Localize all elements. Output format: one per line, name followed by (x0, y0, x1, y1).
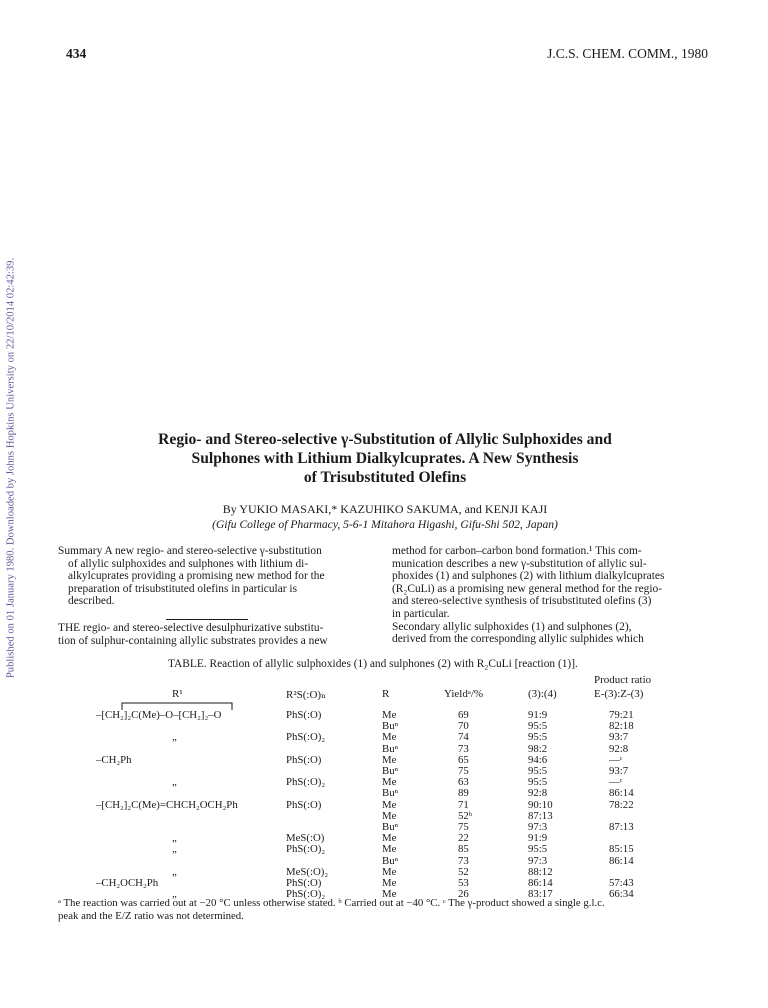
summary-line: Summary A new regio- and stereo-selective γ-substitution (58, 545, 322, 557)
table-cell: Me (382, 809, 397, 822)
table-cell: 85:15 (609, 843, 634, 856)
table-cell: 86:14 (609, 854, 634, 867)
title-line: of Trisubstituted Olefins (303, 469, 467, 486)
title-line: Sulphones with Lithium Dialkylcuprates. A New Synthesis (191, 450, 579, 467)
table-cell: „ (172, 865, 177, 878)
table-cell: 86:14 (609, 787, 634, 800)
table-cell: 94:6 (528, 753, 548, 766)
table-cell: 93:7 (609, 731, 629, 744)
col-header-r1: R¹ (172, 688, 183, 700)
table-footnote: ᵃ The reaction was carried out at −20 °C unless otherwise stated. ᵇ Carried out at −40 °C. ᶜ The γ-product showed a single g.l.c. (58, 897, 605, 909)
table-cell: 73 (458, 742, 469, 755)
product-ratio-header: Product ratio (594, 674, 652, 686)
table-cell: 73 (458, 854, 469, 867)
table-cell: 75 (458, 821, 469, 833)
table-cell: 63 (458, 776, 469, 789)
table-cell: 57:43 (609, 877, 634, 889)
table-cell: PhS(:O) (286, 798, 322, 811)
table-cell: —ᶜ (609, 776, 623, 789)
body-line: phoxides (1) and sulphones (2) with lithium dialkylcuprates (392, 570, 665, 583)
table-cell: PhS(:O)₂ (286, 843, 326, 856)
table-footnote: peak and the E/Z ratio was not determined. (58, 910, 244, 922)
body-line: munication describes a new γ-substitution of allylic sul- (392, 557, 647, 570)
table-cell: „ (172, 832, 177, 845)
table-cell: 95:5 (528, 776, 548, 789)
table-cell: Me (382, 832, 397, 845)
table-cell: 83:17 (528, 888, 553, 901)
authors: By YUKIO MASAKI,* KAZUHIKO SAKUMA, and KENJI KAJI (222, 502, 548, 516)
table-cell: Buⁿ (382, 821, 399, 833)
table-cell: Me (382, 877, 397, 889)
table-cell: PhS(:O)₂ (286, 731, 326, 744)
table-cell: Buⁿ (382, 742, 399, 755)
table-cell: 75 (458, 765, 469, 777)
table-cell: Buⁿ (382, 854, 399, 867)
table-cell: PhS(:O) (286, 753, 322, 766)
table-cell: 52ᵇ (458, 809, 473, 822)
table-cell: Me (382, 753, 397, 766)
summary-line: described. (68, 595, 115, 608)
body-line: and stereo-selective synthesis of trisubstituted olefins (3) (392, 595, 652, 608)
table-cell: 53 (458, 877, 469, 889)
right-column (392, 545, 714, 646)
table-cell: 95:5 (528, 765, 548, 777)
table-cell: 82:18 (609, 720, 634, 733)
body-line: THE regio- and stereo-selective desulphurizative substitu- (58, 621, 324, 634)
table-cell: Me (382, 865, 397, 878)
table-cell: 87:13 (528, 809, 553, 822)
table-cell: MeS(:O) (286, 832, 325, 845)
table-cell: MeS(:O)₂ (286, 865, 329, 878)
table-cell: –[CH₂]₂C(Me)=CHCH₂OCH₂Ph (96, 798, 238, 811)
body-line: tion of sulphur-containing allylic substrates provides a new (58, 634, 328, 647)
table-cell: –CH₂Ph (96, 753, 132, 766)
table-cell: –[CH₂]₂C(Me)–O–[CH₂]₂–O (96, 709, 222, 721)
table-cell: 97:3 (528, 854, 548, 867)
summary-line: alkylcuprates providing a promising new method for the (68, 570, 325, 583)
table-cell: 92:8 (609, 742, 629, 755)
article-title (60, 430, 710, 487)
table-cell: „ (172, 888, 177, 901)
table-cell: 79:21 (609, 709, 634, 721)
left-column (58, 545, 374, 647)
table-cell: 95:5 (528, 843, 548, 856)
table-cell: PhS(:O) (286, 877, 322, 889)
table-cell: PhS(:O) (286, 709, 322, 721)
side-note-text: Published on 01 January 1980. Downloaded by Johns Hopkins University on 22/10/2014 02:42:39. (5, 257, 17, 678)
table-cell: 87:13 (609, 821, 634, 833)
table-cell: 95:5 (528, 720, 548, 733)
table-cell: 92:8 (528, 787, 548, 800)
table-cell: 71 (458, 798, 469, 811)
table-cell: PhS(:O)₂ (286, 888, 326, 901)
table-cell: „ (172, 776, 177, 789)
table-cell: 22 (458, 832, 469, 845)
table-cell: 52 (458, 865, 469, 878)
journal-header: J.C.S. CHEM. COMM., 1980 (547, 46, 708, 61)
col-header-r2s: R²S(:O)ₙ (286, 689, 326, 701)
table-cell: 69 (458, 709, 469, 721)
table-cell: 90:10 (528, 798, 553, 811)
col-header-r: R (382, 688, 390, 700)
col-header-ez: E-(3):Z-(3) (594, 688, 644, 700)
table-cell: Buⁿ (382, 720, 399, 733)
table-cell: 88:12 (528, 865, 553, 878)
body-line: derived from the corresponding allylic sulphides which (392, 633, 644, 646)
table-cell: PhS(:O)₂ (286, 776, 326, 789)
table-cell: 78:22 (609, 798, 634, 811)
table-cell: „ (172, 731, 177, 744)
title-line: Regio- and Stereo-selective γ-Substitution of Allylic Sulphoxides and (158, 431, 612, 448)
table-cell: 70 (458, 720, 469, 733)
col-header-ratio-34: (3):(4) (528, 688, 557, 700)
table-cell: Me (382, 731, 397, 744)
table-cell: 26 (458, 888, 469, 901)
body-line: Secondary allylic sulphoxides (1) and sulphones (2), (392, 620, 632, 633)
body-line: (R₂CuLi) as a promising new general method for the regio- (392, 582, 662, 595)
summary-divider (166, 619, 248, 620)
table-cell: Me (382, 843, 397, 856)
table-cell: 74 (458, 731, 469, 744)
table-cell: Buⁿ (382, 787, 399, 800)
table-cell: 86:14 (528, 877, 553, 889)
table-cell: Me (382, 798, 397, 811)
table-cell: 89 (458, 787, 469, 800)
table-cell: 85 (458, 843, 469, 856)
summary-line: of allylic sulphoxides and sulphones with lithium di- (68, 557, 309, 570)
body-line: method for carbon–carbon bond formation.¹ This com- (392, 545, 642, 557)
affiliation: (Gifu College of Pharmacy, 5-6-1 Mitahora Higashi, Gifu-Shi 502, Japan) (212, 518, 558, 531)
table-cell: 97:3 (528, 821, 548, 833)
table-cell: Me (382, 888, 397, 901)
table-cell: –CH₂OCH₂Ph (96, 877, 159, 889)
table-cell: 98:2 (528, 742, 548, 755)
summary-line: preparation of trisubstituted olefins in particular is (68, 582, 298, 595)
table-cell: 95:5 (528, 731, 548, 744)
table-cell: 66:34 (609, 888, 634, 901)
col-header-yield: Yieldᵃ/% (444, 688, 484, 700)
table-cell: Buⁿ (382, 765, 399, 777)
publication-side-note (4, 185, 18, 750)
table-cell: 91:9 (528, 832, 548, 845)
table-cell: 93:7 (609, 765, 629, 777)
table-cell: Me (382, 709, 397, 721)
table-cell: 91:9 (528, 709, 548, 721)
table-cell: 65 (458, 753, 469, 766)
page-number: 434 (66, 46, 87, 61)
table-cell: Me (382, 776, 397, 789)
body-line: in particular. (392, 607, 450, 620)
table-cell: —ᶜ (609, 753, 623, 766)
table-cell: „ (172, 843, 177, 856)
table-caption: TABLE. Reaction of allylic sulphoxides (1) and sulphones (2) with R₂CuLi [reaction (1)]. (168, 658, 578, 670)
